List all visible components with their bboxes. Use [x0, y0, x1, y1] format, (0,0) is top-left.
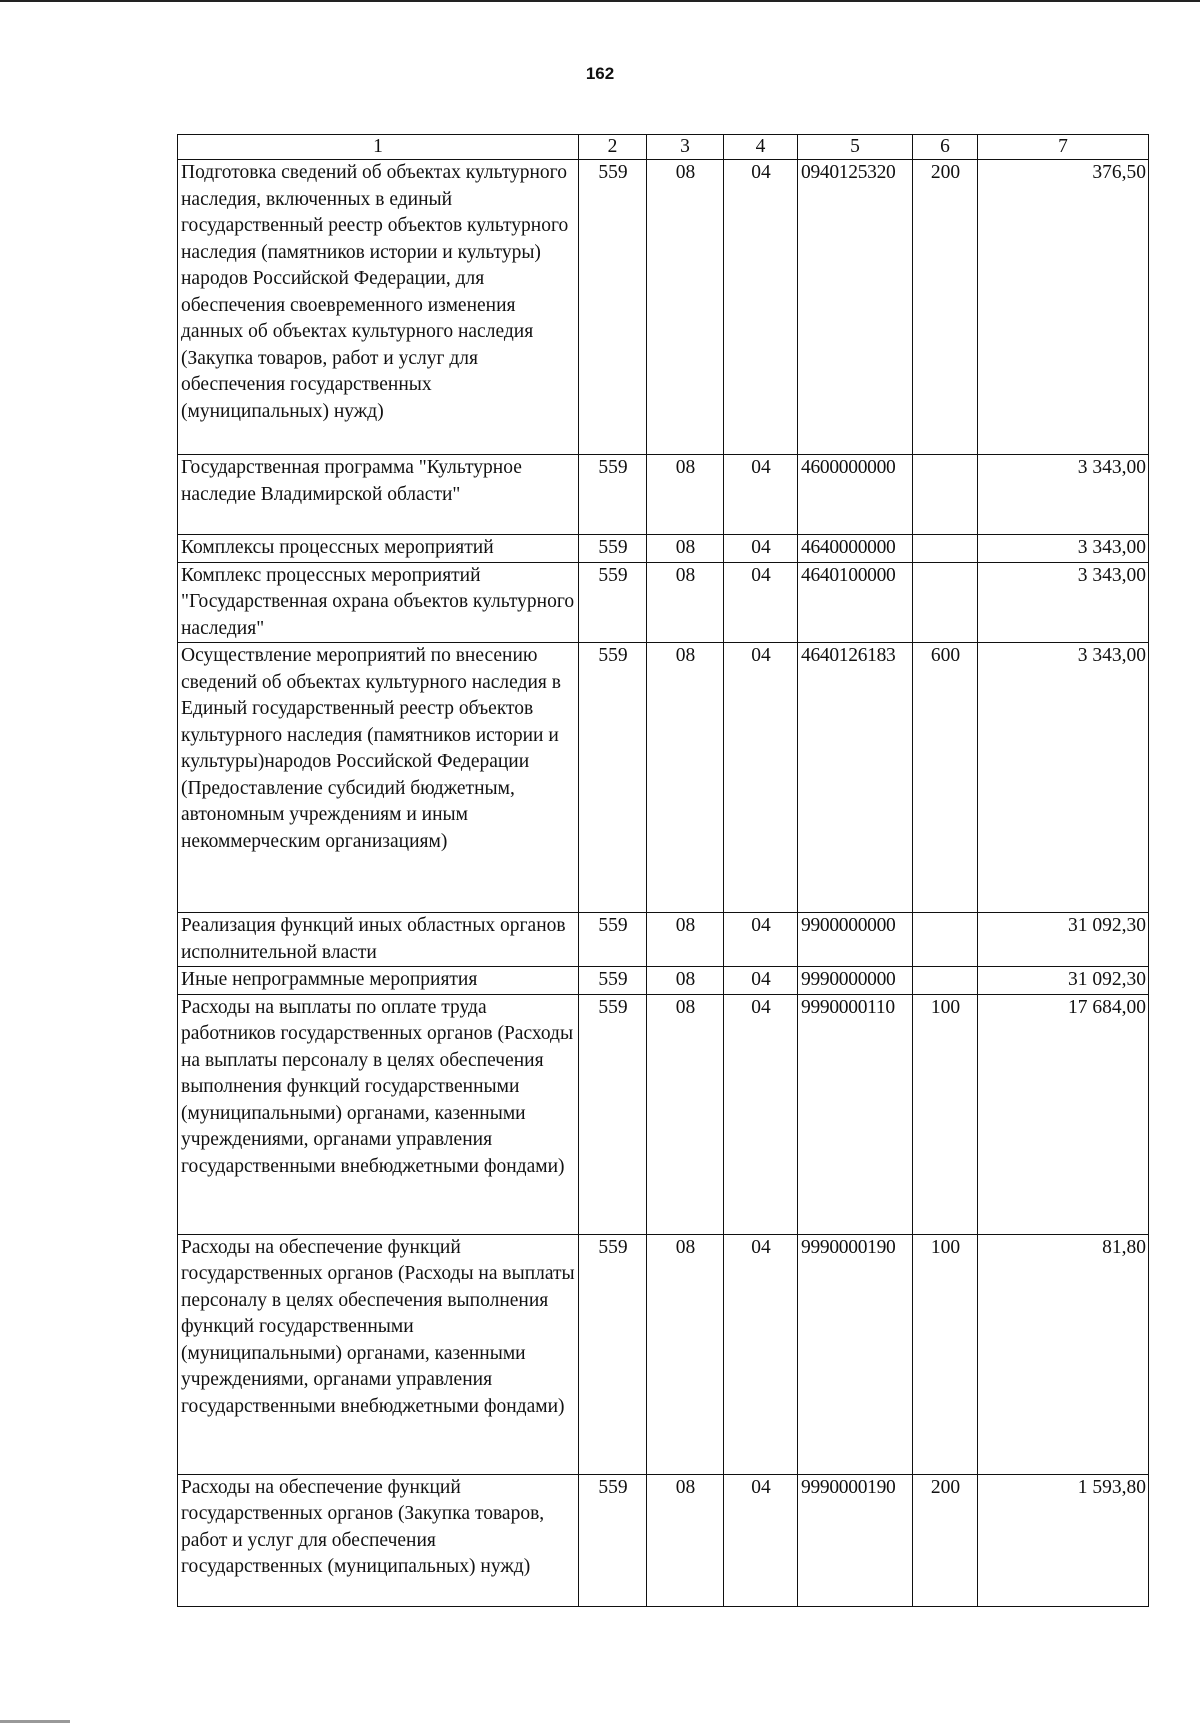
- table-row: [178, 535, 1149, 563]
- row-rz: 08: [647, 455, 724, 535]
- row-name: Комплекс процессных мероприятий "Государственная охрана объектов культурного наследия": [178, 562, 579, 643]
- row-csr: 0940125320: [798, 160, 913, 455]
- column-header: 1: [178, 135, 579, 160]
- row-ved: 559: [579, 643, 647, 913]
- row-name: Расходы на выплаты по оплате труда работников государственных органов (Расходы на выплаты персоналу в целях обеспечения выполнения функций государственными (муниципальными) органами, казенными учреждениями, органами управления государственными внебюджетными фондами): [178, 994, 579, 1234]
- row-ved: 559: [579, 913, 647, 967]
- row-pr: 04: [724, 562, 798, 643]
- row-csr: 9990000000: [798, 967, 913, 995]
- row-name: Подготовка сведений об объектах культурного наследия, включенных в единый государственный реестр объектов культурного наследия (памятников истории и культуры) народов Российской Федерации, для обеспечения своевременного изменения данных об объектах культурного наследия (Закупка товаров, работ и услуг для обеспечения государственных (муниципальных) нужд): [178, 160, 579, 455]
- row-csr: 4640000000: [798, 535, 913, 563]
- table-row: [178, 913, 1149, 967]
- row-csr: 4600000000: [798, 455, 913, 535]
- row-sum: 3 343,00: [978, 455, 1149, 535]
- row-rz: 08: [647, 994, 724, 1234]
- row-name: Реализация функций иных областных органов исполнительной власти: [178, 913, 579, 967]
- row-pr: 04: [724, 643, 798, 913]
- row-name: Расходы на обеспечение функций государственных органов (Закупка товаров, работ и услуг для обеспечения государственных (муниципальных) нужд): [178, 1474, 579, 1606]
- row-sum: 31 092,30: [978, 913, 1149, 967]
- row-sum: 3 343,00: [978, 562, 1149, 643]
- row-vr: [913, 455, 978, 535]
- row-ved: 559: [579, 967, 647, 995]
- page-number: 162: [585, 64, 615, 83]
- row-rz: 08: [647, 1234, 724, 1474]
- row-name: Комплексы процессных мероприятий: [178, 535, 579, 563]
- top-border-line: [0, 0, 1200, 2]
- row-pr: 04: [724, 1234, 798, 1474]
- row-csr: 9900000000: [798, 913, 913, 967]
- row-sum: 376,50: [978, 160, 1149, 455]
- table-row: [178, 967, 1149, 995]
- row-name: Государственная программа "Культурное наследие Владимирской области": [178, 455, 579, 535]
- row-ved: 559: [579, 455, 647, 535]
- row-pr: 04: [724, 967, 798, 995]
- row-csr: 9990000190: [798, 1234, 913, 1474]
- row-pr: 04: [724, 160, 798, 455]
- row-csr: 4640126183: [798, 643, 913, 913]
- column-header: 2: [579, 135, 647, 160]
- row-vr: 200: [913, 1474, 978, 1606]
- row-ved: 559: [579, 1474, 647, 1606]
- row-vr: 100: [913, 1234, 978, 1474]
- row-pr: 04: [724, 994, 798, 1234]
- row-sum: 3 343,00: [978, 535, 1149, 563]
- row-sum: 17 684,00: [978, 994, 1149, 1234]
- table-row: [178, 1474, 1149, 1606]
- row-ved: 559: [579, 160, 647, 455]
- row-pr: 04: [724, 535, 798, 563]
- row-pr: 04: [724, 913, 798, 967]
- column-header: 5: [798, 135, 913, 160]
- row-rz: 08: [647, 535, 724, 563]
- row-vr: [913, 562, 978, 643]
- row-csr: 4640100000: [798, 562, 913, 643]
- row-ved: 559: [579, 535, 647, 563]
- row-pr: 04: [724, 1474, 798, 1606]
- row-rz: 08: [647, 643, 724, 913]
- table-header-row: [178, 135, 1149, 160]
- row-rz: 08: [647, 913, 724, 967]
- table-row: [178, 994, 1149, 1234]
- column-header: 6: [913, 135, 978, 160]
- row-vr: 100: [913, 994, 978, 1234]
- table-row: [178, 160, 1149, 455]
- row-sum: 3 343,00: [978, 643, 1149, 913]
- column-header: 7: [978, 135, 1149, 160]
- table-row: [178, 562, 1149, 643]
- budget-table: [177, 134, 1149, 1607]
- row-pr: 04: [724, 455, 798, 535]
- row-sum: 81,80: [978, 1234, 1149, 1474]
- table-row: [178, 643, 1149, 913]
- row-vr: [913, 535, 978, 563]
- row-ved: 559: [579, 1234, 647, 1474]
- row-rz: 08: [647, 1474, 724, 1606]
- table-row: [178, 1234, 1149, 1474]
- row-csr: 9990000110: [798, 994, 913, 1234]
- row-vr: [913, 913, 978, 967]
- row-rz: 08: [647, 967, 724, 995]
- row-name: Расходы на обеспечение функций государственных органов (Расходы на выплаты персоналу в целях обеспечения выполнения функций государственными (муниципальными) органами, казенными учреждениями, органами управления государственными внебюджетными фондами): [178, 1234, 579, 1474]
- row-vr: [913, 967, 978, 995]
- table-row: [178, 455, 1149, 535]
- row-name: Иные непрограммные мероприятия: [178, 967, 579, 995]
- row-vr: 600: [913, 643, 978, 913]
- row-sum: 31 092,30: [978, 967, 1149, 995]
- row-ved: 559: [579, 562, 647, 643]
- row-csr: 9990000190: [798, 1474, 913, 1606]
- row-rz: 08: [647, 562, 724, 643]
- row-name: Осуществление мероприятий по внесению сведений об объектах культурного наследия в Единый государственный реестр объектов культурного наследия (памятников истории и культуры)народов Российской Федерации (Предоставление субсидий бюджетным, автономным учреждениям и иным некоммерческим организациям): [178, 643, 579, 913]
- column-header: 3: [647, 135, 724, 160]
- row-sum: 1 593,80: [978, 1474, 1149, 1606]
- row-vr: 200: [913, 160, 978, 455]
- column-header: 4: [724, 135, 798, 160]
- row-rz: 08: [647, 160, 724, 455]
- row-ved: 559: [579, 994, 647, 1234]
